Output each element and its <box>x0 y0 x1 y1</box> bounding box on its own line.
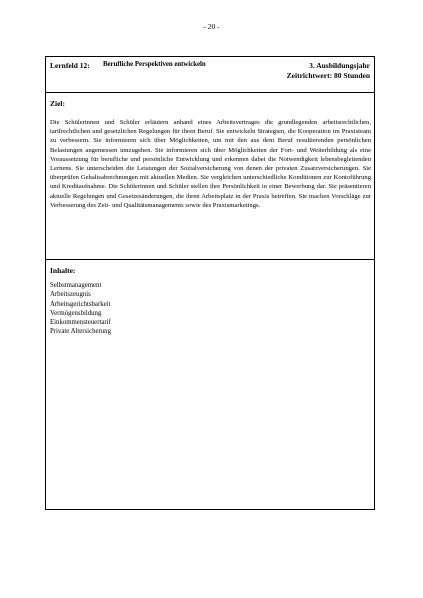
list-item: Arbeitszeugnis <box>50 291 91 299</box>
contents-section <box>46 260 374 509</box>
learning-field-title: Berufliche Perspektiven entwickeln <box>103 61 206 68</box>
learning-field-label: Lernfeld 12: <box>50 61 90 70</box>
contents-list <box>50 281 111 337</box>
list-item: Arbeitsgerichtsbarkeit <box>50 300 111 308</box>
time-guideline: Zeitrichtwert: 80 Stunden <box>286 70 370 80</box>
goal-section <box>46 93 374 260</box>
learning-field-meta <box>287 61 370 80</box>
goal-heading: Ziel: <box>50 99 65 108</box>
training-year: 3. Ausbildungsjahr <box>309 61 370 70</box>
list-item: Selbstmanagement <box>50 282 102 289</box>
list-item: Einkommensteuertarif <box>50 319 111 327</box>
goal-text: Die Schülerinnen und Schüler erläutern anhand eines Arbeitsvertrages die grundlegenden arbeitsrechtlichen, tarifrechtlichen und gesetzlichen Regelungen für ihren Beruf. Sie entwickeln Strategien, die Kooperation im Praxisteam zu verbessern. Sie informieren sich über Möglichkeiten, um mit den aus dem Beruf resultierenden persönlichen Belastungen angemessen umzugehen. Sie informieren sich über Möglichkeiten der Fort- und Weiterbildung als eine Voraussetzung für berufliche und persönliche Entwicklung und erkennen dabei die Notwendigkeit lebensbegleitenden Lernens. Sie unterscheiden die Leistungen der Sozialversicherung von denen der privaten Zusatzversicherungen. Sie überprüfen Gehaltsabrechnungen mit aktuellen Medien. Sie vergleichen unterschiedliche Konditionen zur Kontoführung und Kreditaufnahme. Die Schülerinnen und Schüler stellen ihre Persönlichkeit in einer Bewerbung dar. Sie präsentieren aktuelle Regelungen und Gesetzesänderungen, die ihren Arbeitsplatz in der Praxis betreffen. Sie machen Vorschläge zur Verbesserung des Zeit- und Qualitätsmanagements sowie des Praxismarketings. <box>50 119 371 209</box>
learning-field-header <box>46 57 374 93</box>
learning-field-table <box>45 56 375 510</box>
list-item: Private Altersicherung <box>50 328 111 336</box>
page-number: - 20 - <box>203 22 220 31</box>
contents-heading: Inhalte: <box>50 266 76 275</box>
list-item: Vermögensbildung <box>50 309 102 317</box>
